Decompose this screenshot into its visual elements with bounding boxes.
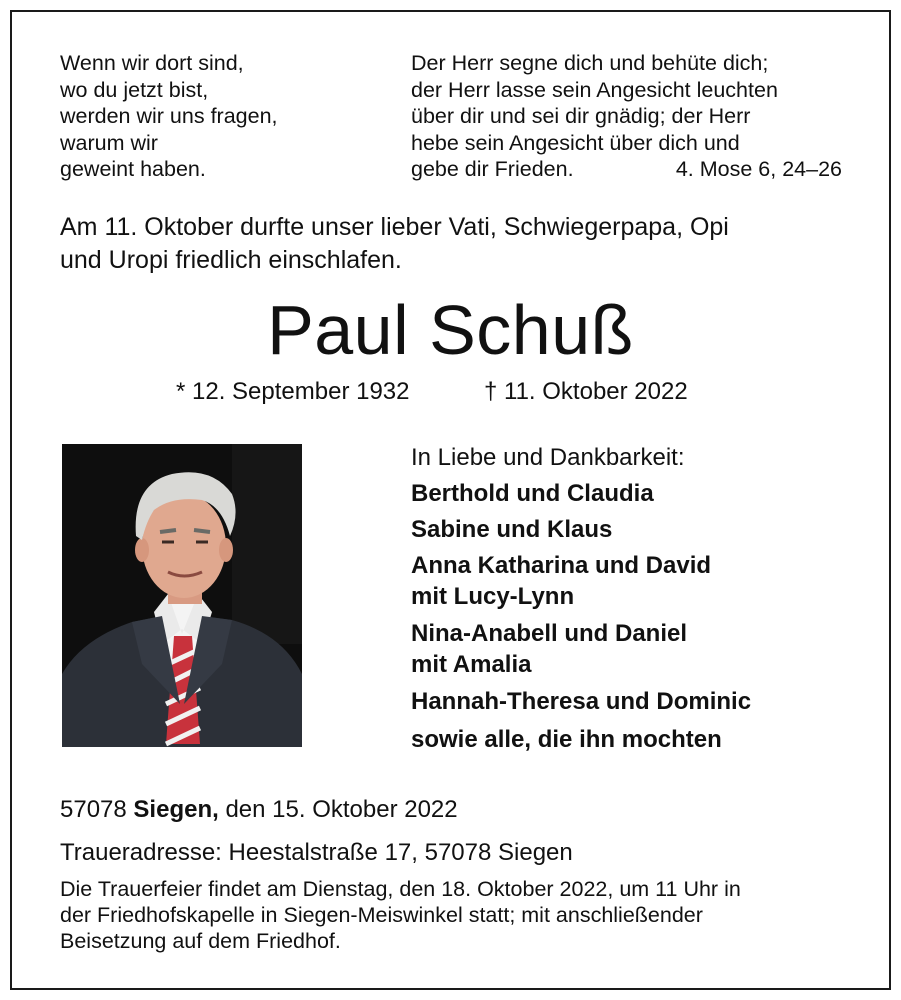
ceremony-line: der Friedhofskapelle in Siegen-Meiswinkel statt; mit anschließender <box>60 903 703 927</box>
notice-date: den 15. Oktober 2022 <box>225 796 458 823</box>
obituary-card <box>10 10 891 990</box>
poem-line: werden wir uns fragen, <box>60 104 278 128</box>
family-member: mit Lucy-Lynn <box>411 583 575 610</box>
deceased-name: Paul Schuß <box>267 291 634 369</box>
postcode: 57078 <box>60 796 127 823</box>
family-heading: In Liebe und Dankbarkeit: <box>411 444 685 471</box>
family-member: Berthold und Claudia <box>411 480 654 507</box>
intro-line: und Uropi friedlich einschlafen. <box>60 246 402 274</box>
intro-line: Am 11. Oktober durfte unser lieber Vati, Schwiegerpapa, Opi <box>60 213 729 241</box>
ceremony-line: Die Trauerfeier findet am Dienstag, den 18. Oktober 2022, um 11 Uhr in <box>60 877 741 901</box>
blessing-line: gebe dir Frieden. <box>411 157 574 181</box>
place-date <box>60 795 458 825</box>
poem-line: geweint haben. <box>60 157 206 181</box>
poem-line: wo du jetzt bist, <box>60 77 209 102</box>
blessing-line: hebe sein Angesicht über dich und <box>411 130 740 155</box>
bible-reference: 4. Mose 6, 24–26 <box>675 157 842 181</box>
blessing-line: der Herr lasse sein Angesicht leuchten <box>411 77 778 102</box>
portrait-photo <box>62 444 302 747</box>
blessing-line: über dir und sei dir gnädig; der Herr <box>411 104 751 128</box>
family-member: Nina-Anabell und Daniel <box>411 620 688 647</box>
city: Siegen, <box>133 796 219 823</box>
family-member: Hannah-Theresa und Dominic <box>411 688 752 715</box>
poem-line: warum wir <box>60 130 158 155</box>
death-date: † 11. Oktober 2022 <box>484 378 688 405</box>
family-member: Sabine und Klaus <box>411 516 613 543</box>
family-member: sowie alle, die ihn mochten <box>411 726 722 753</box>
poem-line: Wenn wir dort sind, <box>60 51 244 75</box>
family-member: mit Amalia <box>411 651 532 678</box>
ceremony-line: Beisetzung auf dem Friedhof. <box>60 929 341 953</box>
family-member: Anna Katharina und David <box>411 552 712 579</box>
portrait-illustration <box>62 444 302 747</box>
mourning-address: Traueradresse: Heestalstraße 17, 57078 Siegen <box>60 839 573 866</box>
blessing-line: Der Herr segne dich und behüte dich; <box>411 51 769 75</box>
birth-date: * 12. September 1932 <box>176 378 410 405</box>
